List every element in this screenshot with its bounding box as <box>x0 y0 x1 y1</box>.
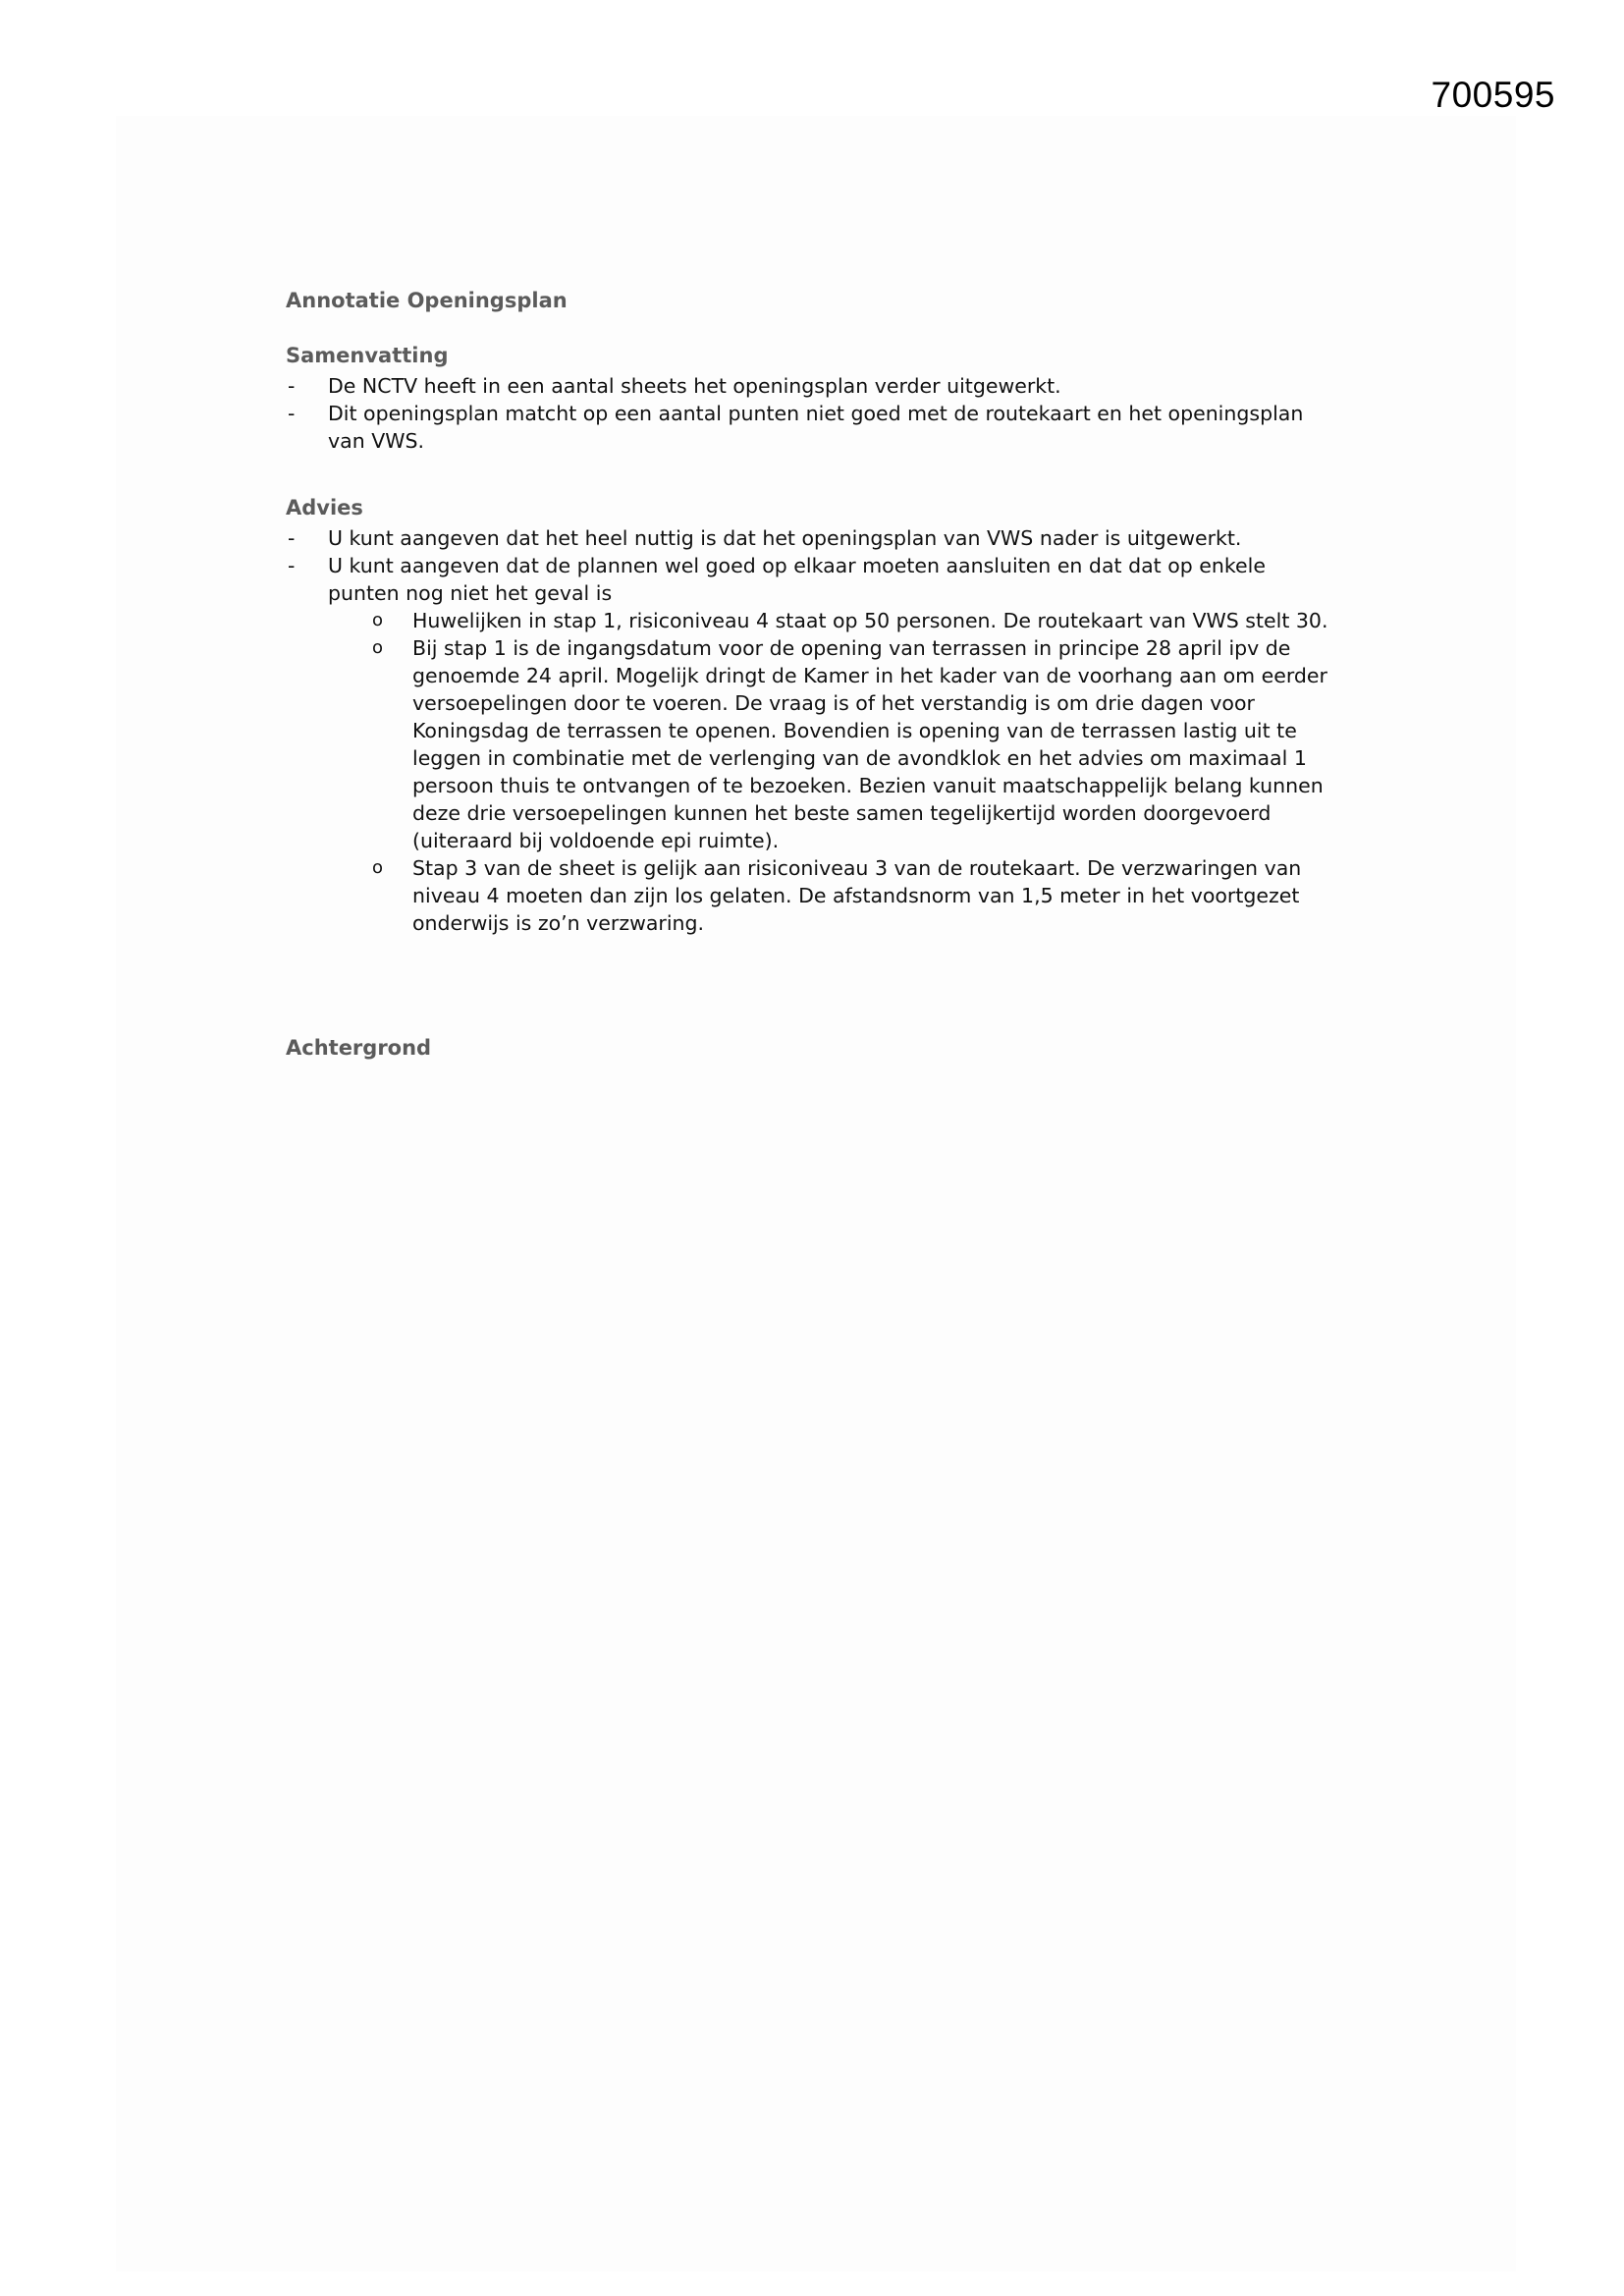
heading-achtergrond: Achtergrond <box>286 1036 432 1060</box>
document-body <box>286 284 1366 1101</box>
samenvatting-list <box>286 372 1366 455</box>
section-samenvatting <box>286 339 1366 455</box>
sub-list-item-text: Huwelijken in stap 1, risiconiveau 4 staat op 50 personen. De routekaart van VWS stelt 30. <box>412 609 1328 632</box>
sub-list-item-text: Stap 3 van de sheet is gelijk aan risiconiveau 3 van de routekaart. De verzwaringen van niveau 4 moeten dan zijn los gelaten. De afstandsnorm van 1,5 meter in het voortgezet onderwijs is zo’n verzwaring. <box>412 856 1302 935</box>
sub-list-item <box>370 854 1366 937</box>
advies-sub-list <box>370 607 1366 937</box>
list-item-text: Dit openingsplan matcht op een aantal punten niet goed met de routekaart en het openingsplan van VWS. <box>328 402 1304 453</box>
list-item-text: De NCTV heeft in een aantal sheets het openingsplan verder uitgewerkt. <box>328 374 1061 398</box>
circle-bullet: o <box>372 610 384 630</box>
dash-bullet: - <box>288 526 296 550</box>
dash-bullet: - <box>288 374 296 398</box>
section-achtergrond <box>286 1031 1366 1065</box>
list-item <box>286 400 1366 455</box>
circle-bullet: o <box>372 637 384 658</box>
sub-list-item <box>370 634 1366 854</box>
document-title: Annotatie Openingsplan <box>286 289 568 312</box>
circle-bullet: o <box>372 857 384 878</box>
document-number: 700595 <box>1431 75 1555 115</box>
dash-bullet: - <box>288 554 296 577</box>
heading-samenvatting: Samenvatting <box>286 344 449 367</box>
advies-list <box>286 524 1366 937</box>
list-item-text: U kunt aangeven dat de plannen wel goed op elkaar moeten aansluiten en dat dat op enkele punten nog niet het geval is <box>328 554 1266 605</box>
list-item-text: U kunt aangeven dat het heel nuttig is dat het openingsplan van VWS nader is uitgewerkt. <box>328 526 1242 550</box>
list-item <box>286 524 1366 552</box>
sub-list-item-text: Bij stap 1 is de ingangsdatum voor de opening van terrassen in principe 28 april ipv de genoemde 24 april. Mogelijk dringt de Kamer in het kader van de voorhang aan om eerder versoepelingen door te voeren. De vraag is of het verstandig is om drie dagen voor Koningsdag de terrassen te openen. Bovendien is opening van de terrassen lastig uit te leggen in combinatie met de verlenging van de avondklok en het advies om maximaal 1 persoon thuis te ontvangen of te bezoeken. Bezien vanuit maatschappelijk belang kunnen deze drie versoepelingen kunnen het beste samen tegelijkertijd worden doorgevoerd (uiteraard bij voldoende epi ruimte). <box>412 636 1327 852</box>
heading-advies: Advies <box>286 496 363 519</box>
section-advies <box>286 491 1366 937</box>
list-item <box>286 552 1366 607</box>
list-item <box>286 372 1366 400</box>
sub-list-item <box>370 607 1366 634</box>
dash-bullet: - <box>288 402 296 425</box>
